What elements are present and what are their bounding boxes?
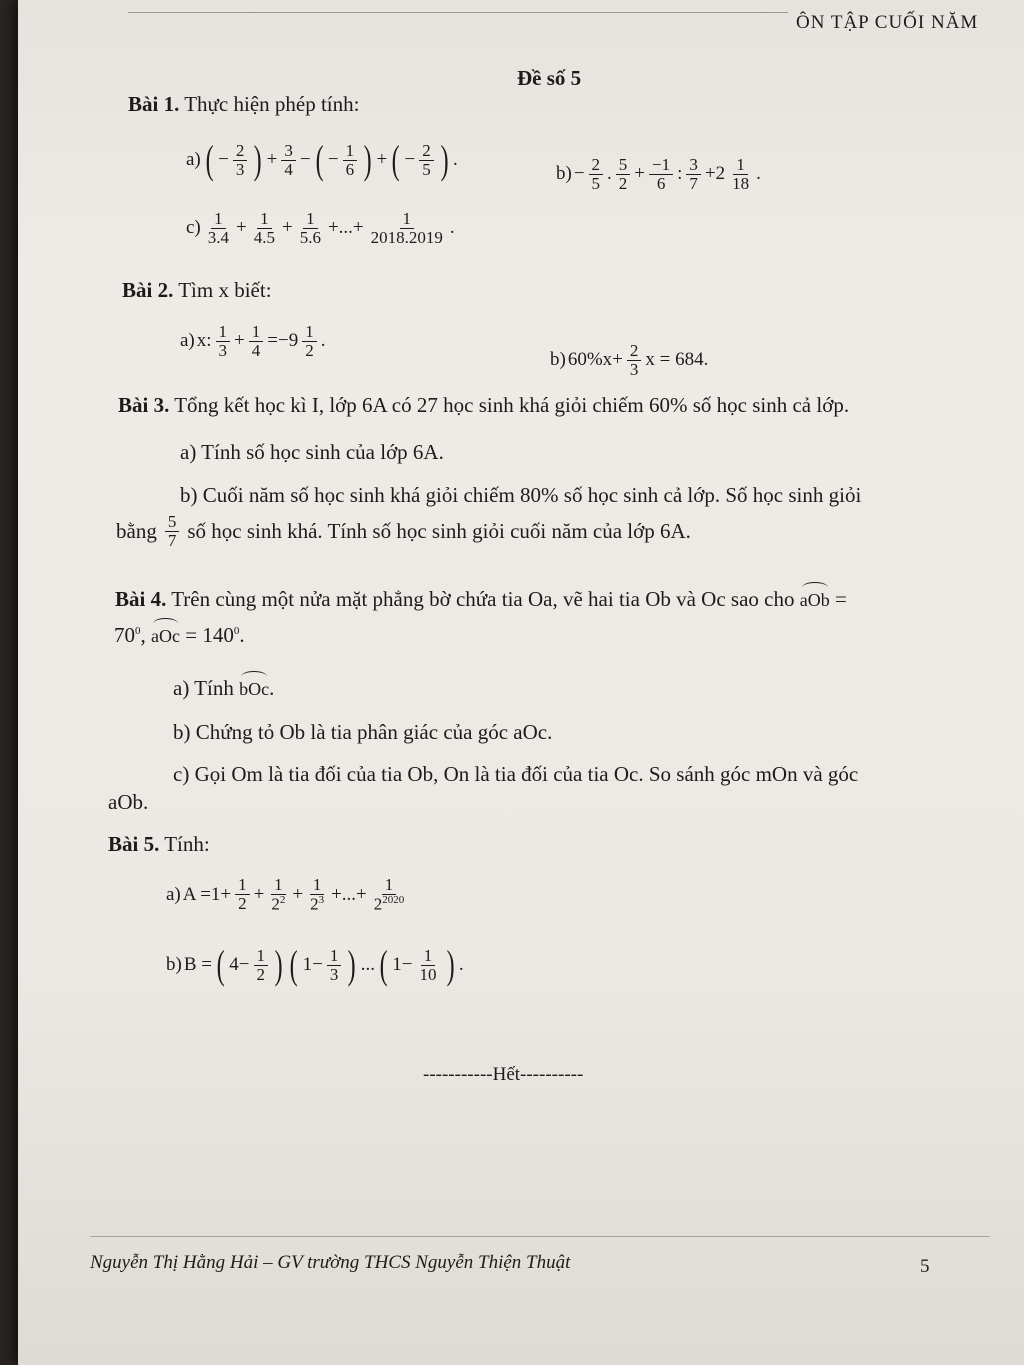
exam-title: Đề số 5 (517, 66, 582, 90)
bai1-b-label: b) (556, 163, 572, 185)
bai2-b: b) 60%x+ $\frac{2}{3}$ x = 684. (550, 341, 709, 379)
bai2-heading (122, 278, 272, 303)
bai1-a-label: a) (186, 149, 201, 170)
bai3-label: Bài 3. (118, 393, 170, 417)
bai3-heading (118, 393, 849, 418)
bai5-a: a) A =1+ $\frac{1}{2}$ + $\frac{1}{2^2}$ + $\frac{1}{2^3}$ +...+ $\frac{1}{2^{2020}}$ (166, 875, 405, 914)
header-title: ÔN TẬP CUỐI NĂM (796, 12, 979, 33)
bai5-text: Tính: (164, 832, 210, 856)
page-number: 5 (920, 1256, 930, 1277)
bai3-text: Tổng kết học kì I, lớp 6A có 27 học sinh khá giỏi chiếm 60% số học sinh cả lớp. (174, 393, 850, 417)
bai1-c: c) $\frac{1}{3.4}$ + $\frac{1}{4.5}$ + $\frac{1}{5.6}$ +...+ $\frac{1}{2018.2019}$ . (186, 209, 455, 247)
bai2-b-label: b) (550, 349, 566, 371)
bai4-c-line2: aOb. (108, 790, 149, 814)
bai1-label: Bài 1. (128, 92, 180, 116)
bai4-line2: $70^0$, aOc = $140^0$. (114, 623, 245, 647)
bai4-c-line1: c) Gọi Om là tia đối của tia Ob, On là tia đối của tia Oc. So sánh góc mOn và góc (173, 762, 859, 786)
bai1-b: b) − $\frac{2}{5}$ . $\frac{5}{2}$ + $\frac{-1}{6}$ : $\frac{3}{7}$ +2 $\frac{1}{18}$ . (556, 155, 761, 193)
bai5-label: Bài 5. (108, 832, 160, 856)
bai4-text: Trên cùng một nửa mặt phẳng bờ chứa tia Oa, vẽ hai tia Ob và Oc sao cho (171, 587, 795, 611)
bai1-a: a) ( − $\frac{2}{3}$ ) + $\frac{3}{4}$ − ( − $\frac{1}{6}$ ) + ( − $\frac{2}{5}$ ) . (186, 137, 458, 182)
end-marker: -----------Hết---------- (423, 1064, 584, 1085)
bai4-b: b) Chứng tỏ Ob là tia phân giác của góc aOc. (173, 720, 553, 744)
footer-rule (90, 1236, 990, 1237)
bai4-label: Bài 4. (115, 587, 167, 611)
footer-author: Nguyễn Thị Hằng Hải – GV trường THCS Nguyễn Thiện Thuật (90, 1252, 571, 1273)
bai4-a: a) Tính bOc. (173, 676, 275, 700)
bai2-text: Tìm x biết: (178, 278, 272, 302)
bai3-b-line2: bằng $\frac{5}{7}$ số học sinh khá. Tính số học sinh giỏi cuối năm của lớp 6A. (116, 512, 691, 550)
bai2-a-label: a) (180, 330, 195, 352)
bai2-a: a) x: $\frac{1}{3}$ + $\frac{1}{4}$ =−9 $\frac{1}{2}$ . (180, 322, 326, 360)
bai1-text: Thực hiện phép tính: (184, 92, 360, 116)
bai5-a-label: a) (166, 883, 181, 905)
bai3-b-start: bằng (116, 518, 157, 543)
bai5-b: b) B = ( 4− $\frac{1}{2}$ ) ( 1− $\frac{1}{3}$ ) ... ( 1− $\frac{1}{10}$ ) . (166, 942, 464, 987)
bai5-b-label: b) (166, 954, 182, 975)
bai4-line1: Bài 4. Trên cùng một nửa mặt phẳng bờ chứa tia Oa, vẽ hai tia Ob và Oc sao cho aOb = (115, 587, 847, 611)
document-page (18, 0, 1024, 1365)
bai3-b-end: số học sinh khá. Tính số học sinh giỏi cuối năm của lớp 6A. (187, 518, 691, 543)
bai1-heading (128, 92, 359, 117)
bai3-a: a) Tính số học sinh của lớp 6A. (180, 440, 444, 464)
header-rule (128, 12, 788, 13)
bai2-label: Bài 2. (122, 278, 174, 302)
bai1-c-label: c) (186, 217, 201, 239)
bai3-b-line1: b) Cuối năm số học sinh khá giỏi chiếm 80% số học sinh cả lớp. Số học sinh giỏi (180, 483, 862, 507)
angle-aOc: aOc (151, 622, 180, 647)
bai5-heading (108, 832, 210, 857)
